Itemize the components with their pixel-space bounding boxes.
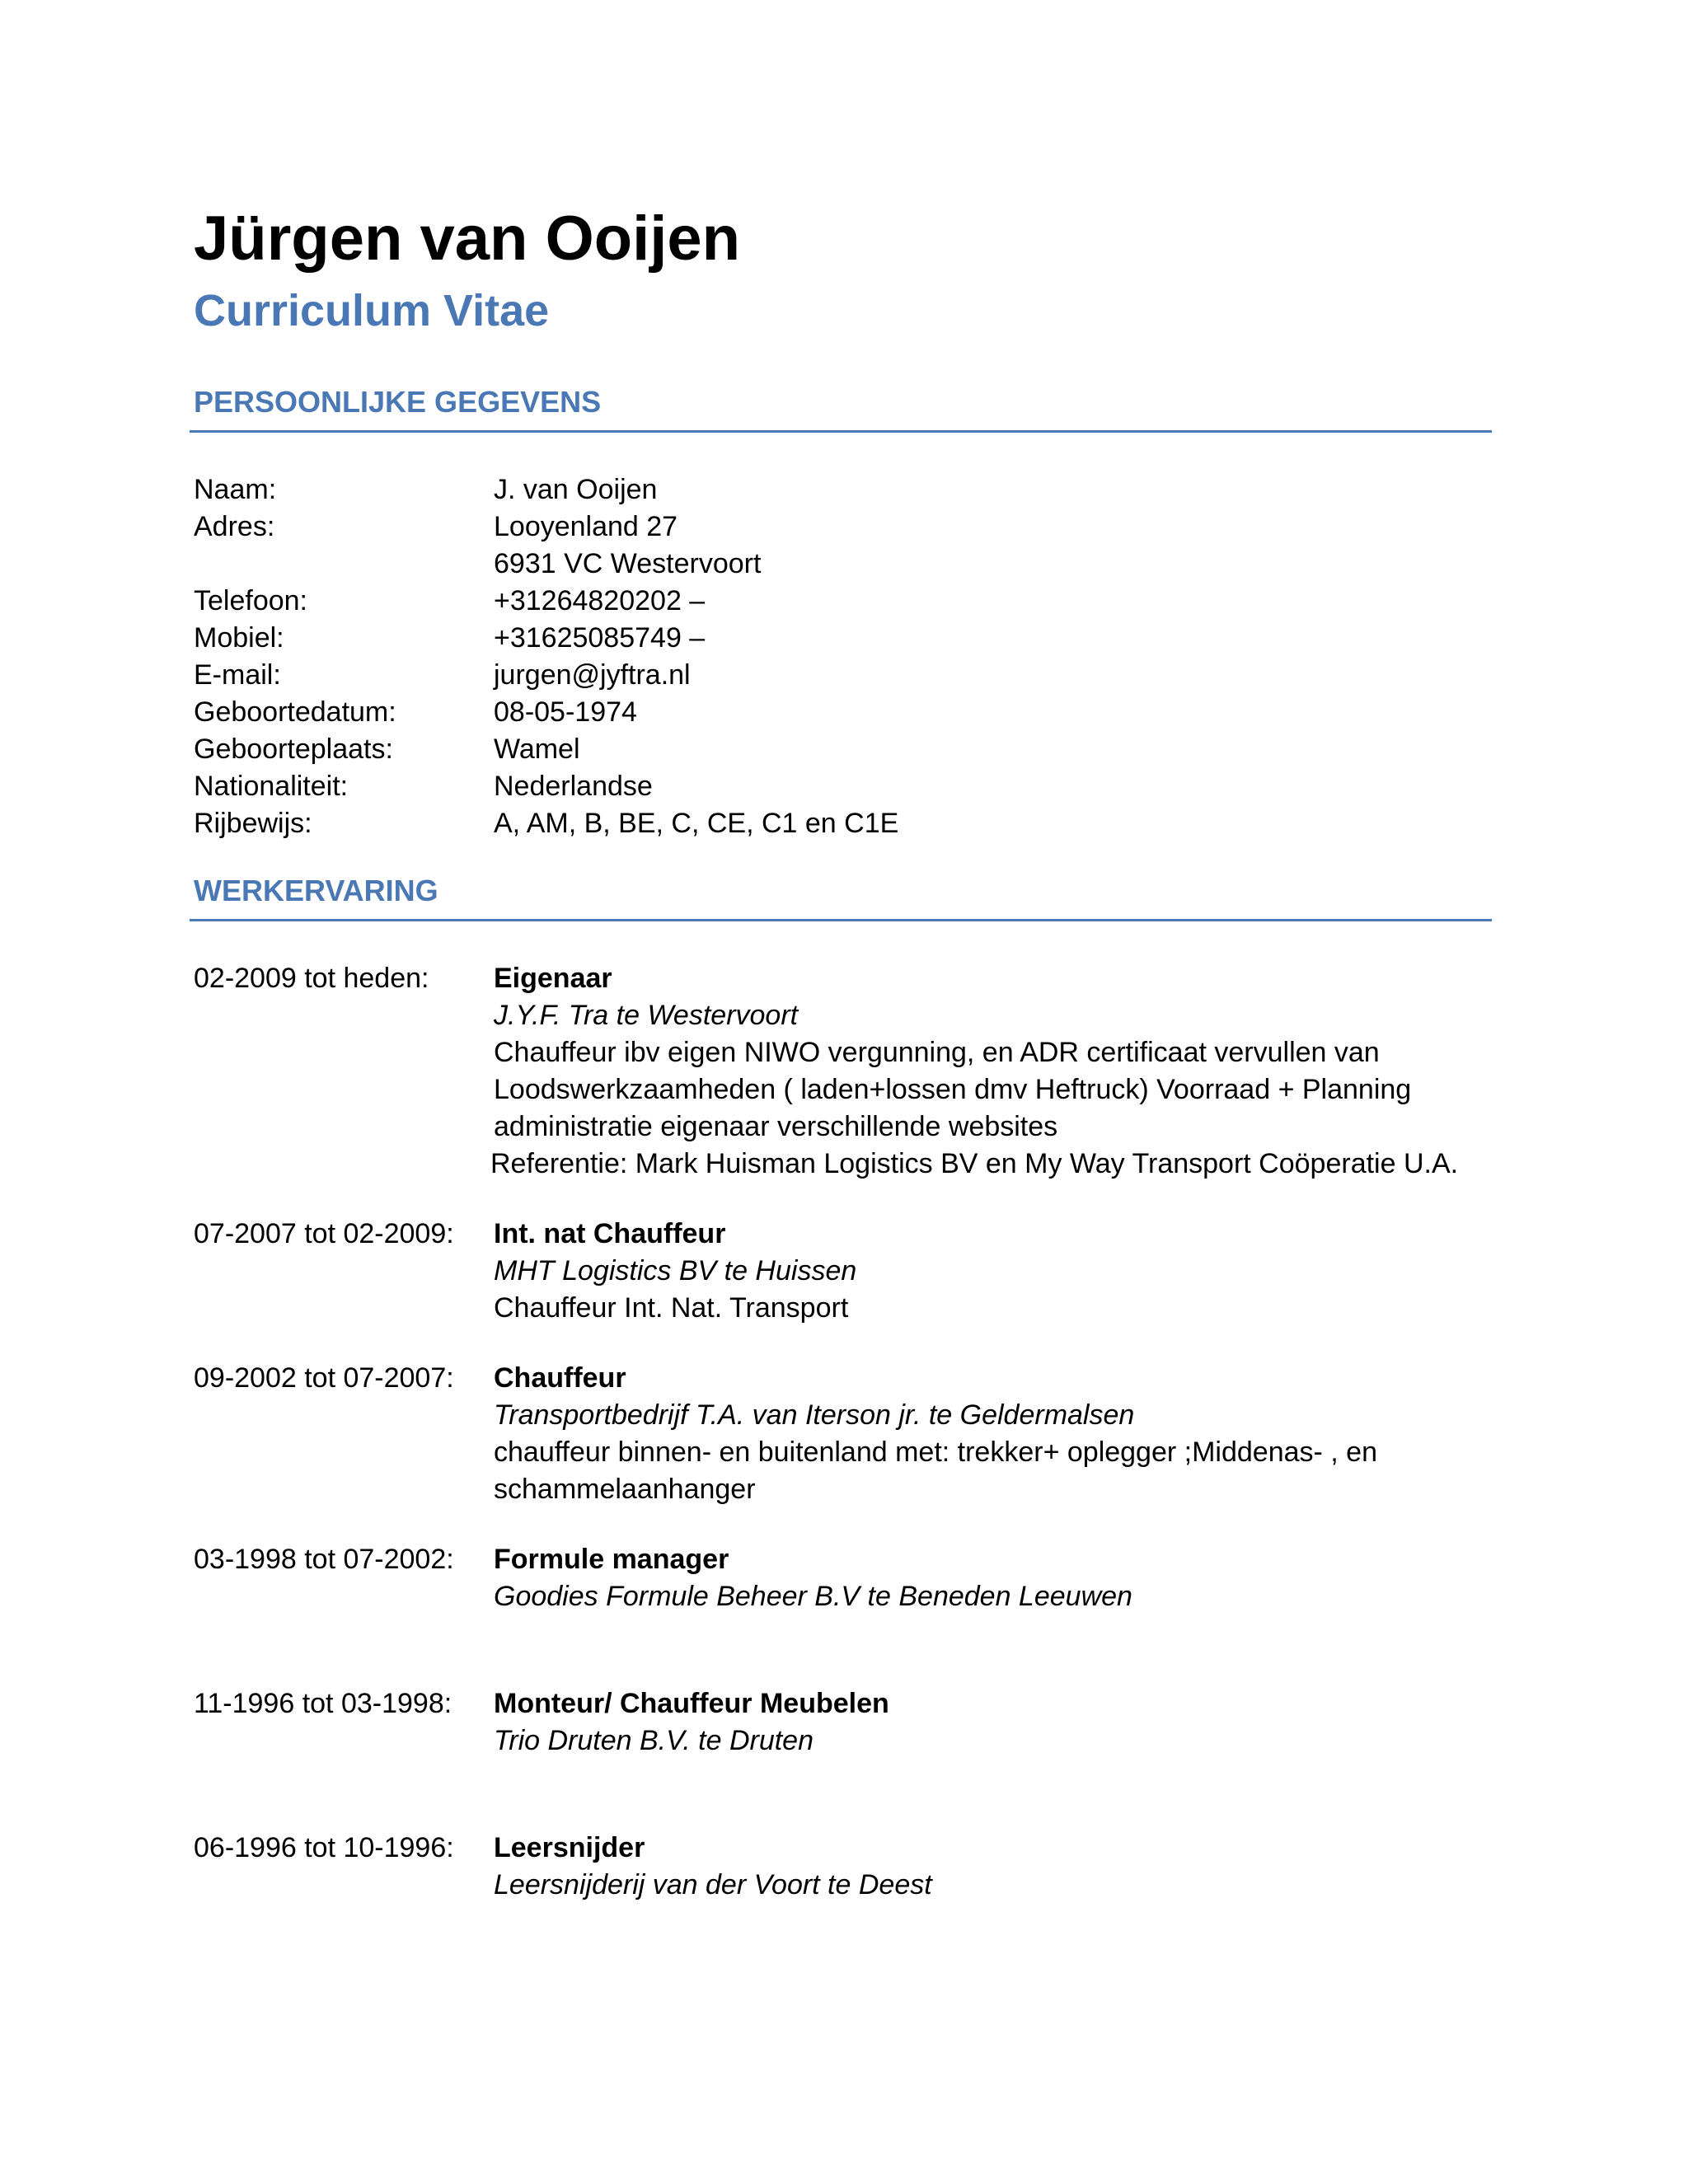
job-details bbox=[494, 1216, 1491, 1327]
personal-label: Rijbewijs: bbox=[194, 808, 312, 839]
job-period: 07-2007 tot 02-2009: bbox=[194, 1218, 454, 1249]
personal-label: Telefoon: bbox=[194, 585, 307, 616]
personal-label: Naam: bbox=[194, 474, 277, 505]
job-details bbox=[490, 960, 1491, 1183]
job-details bbox=[494, 1360, 1491, 1508]
job-company: Transportbedrijf T.A. van Iterson jr. te Geldermalsen bbox=[494, 1399, 1135, 1431]
job-company: Leersnijderij van der Voort te Deest bbox=[494, 1869, 932, 1900]
job-title: Chauffeur bbox=[494, 1362, 626, 1394]
section-heading-experience: WERKERVARING bbox=[194, 874, 438, 907]
person-name: Jürgen van Ooijen bbox=[194, 204, 741, 274]
section-heading-personal: PERSOONLIJKE GEGEVENS bbox=[194, 385, 602, 419]
job-title: Int. nat Chauffeur bbox=[494, 1218, 726, 1249]
job-period: 02-2009 tot heden: bbox=[194, 963, 429, 994]
job-description-line: chauffeur binnen- en buitenland met: trekker+ oplegger ;Middenas- , en bbox=[494, 1436, 1377, 1468]
job-company: Trio Druten B.V. te Druten bbox=[494, 1725, 814, 1756]
job-period: 03-1998 tot 07-2002: bbox=[194, 1544, 454, 1575]
personal-value: A, AM, B, BE, C, CE, C1 en C1E bbox=[494, 808, 899, 839]
job-description-line: schammelaanhanger bbox=[494, 1474, 756, 1505]
job-period: 09-2002 tot 07-2007: bbox=[194, 1362, 454, 1394]
job-title: Formule manager bbox=[494, 1544, 729, 1575]
job-details bbox=[494, 1685, 1491, 1760]
personal-value: Wamel bbox=[494, 733, 580, 765]
personal-value: Looyenland 27 bbox=[494, 511, 678, 542]
job-description-line: Chauffeur ibv eigen NIWO vergunning, en ADR certificaat vervullen van bbox=[494, 1037, 1380, 1068]
section-divider-experience bbox=[190, 919, 1492, 921]
personal-label: Adres: bbox=[194, 511, 275, 542]
personal-value: +31625085749 – bbox=[494, 622, 706, 654]
personal-value: +31264820202 – bbox=[494, 585, 706, 616]
personal-value: jurgen@jyftra.nl bbox=[494, 659, 691, 691]
job-company: J.Y.F. Tra te Westervoort bbox=[494, 1000, 799, 1031]
personal-label: Geboorteplaats: bbox=[194, 733, 393, 765]
personal-value: 08-05-1974 bbox=[494, 696, 637, 728]
job-title: Monteur/ Chauffeur Meubelen bbox=[494, 1688, 889, 1719]
personal-label: Mobiel: bbox=[194, 622, 284, 654]
personal-label: Geboortedatum: bbox=[194, 696, 396, 728]
job-details bbox=[494, 1830, 1491, 1904]
personal-value: Nederlandse bbox=[494, 771, 653, 802]
job-company: MHT Logistics BV te Huissen bbox=[494, 1255, 857, 1286]
job-period: 06-1996 tot 10-1996: bbox=[194, 1832, 454, 1863]
job-description-line: administratie eigenaar verschillende websites bbox=[494, 1111, 1058, 1142]
job-reference: Referentie: Mark Huisman Logistics BV en My Way Transport Coöperatie U.A. bbox=[490, 1148, 1459, 1179]
personal-label: E-mail: bbox=[194, 659, 281, 691]
job-description-line: Chauffeur Int. Nat. Transport bbox=[494, 1292, 849, 1324]
section-divider-personal bbox=[190, 430, 1492, 433]
personal-label: Nationaliteit: bbox=[194, 771, 349, 802]
job-title: Leersnijder bbox=[494, 1832, 645, 1863]
job-description-line: Loodswerkzaamheden ( laden+lossen dmv Heftruck) Voorraad + Planning bbox=[494, 1074, 1412, 1105]
personal-value: J. van Ooijen bbox=[494, 474, 658, 505]
job-title: Eigenaar bbox=[494, 963, 612, 994]
document-subtitle: Curriculum Vitae bbox=[194, 286, 550, 335]
personal-value: 6931 VC Westervoort bbox=[494, 548, 762, 579]
job-details bbox=[494, 1541, 1491, 1615]
job-period: 11-1996 tot 03-1998: bbox=[194, 1688, 452, 1719]
job-company: Goodies Formule Beheer B.V te Beneden Leeuwen bbox=[494, 1581, 1132, 1612]
